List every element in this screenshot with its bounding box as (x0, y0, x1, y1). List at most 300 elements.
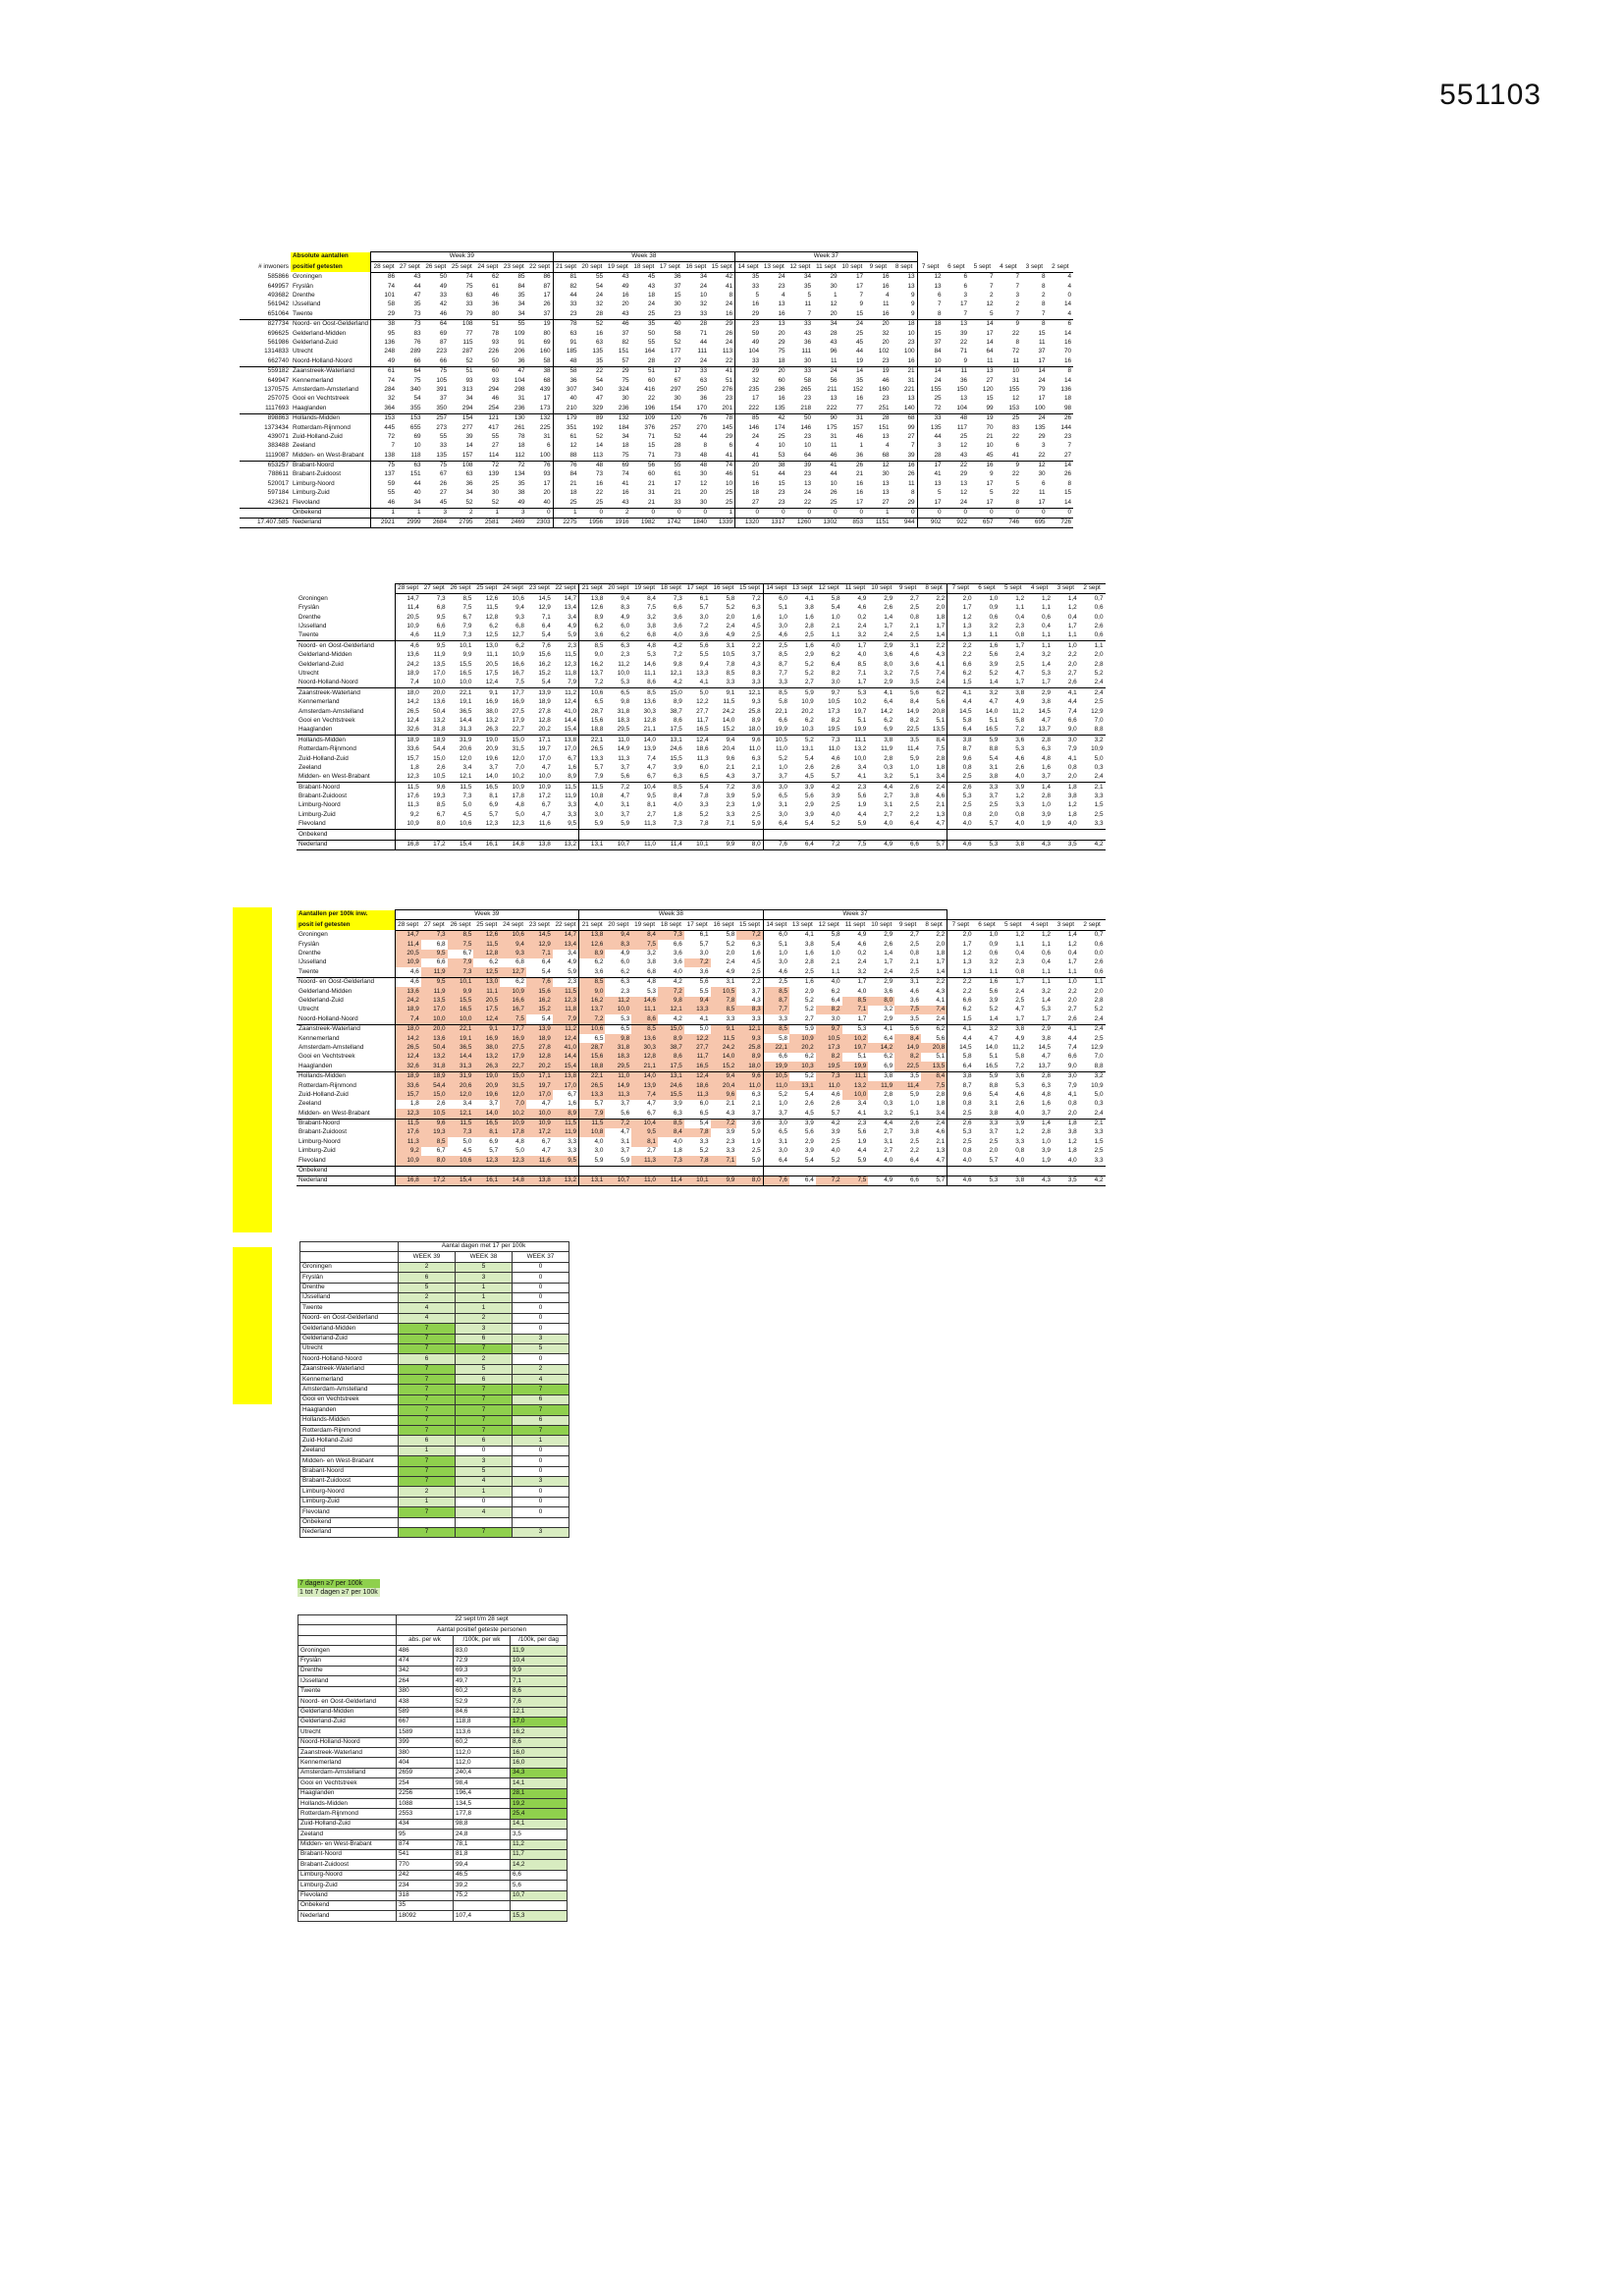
value-cell: 10,5 (763, 736, 789, 745)
value-cell: 7,8 (684, 1156, 711, 1166)
region-label: Limburg-Zuid (291, 489, 371, 498)
value-cell (763, 1166, 789, 1175)
value-cell: 18 (1063, 395, 1072, 403)
value-cell: 11 (944, 366, 970, 376)
value-cell: 10,5 (421, 1109, 448, 1119)
value-cell: 1,7 (1067, 958, 1077, 966)
value-cell: 4,0 (857, 987, 867, 995)
value-cell: 7,0 (1094, 716, 1104, 724)
value-cell: 4,8 (1042, 1090, 1051, 1098)
value-cell: 18,9 (538, 698, 551, 706)
value-cell: 8,5 (579, 641, 606, 651)
value-cell: 2,2 (947, 641, 974, 651)
value-cell: 14 (1063, 329, 1072, 337)
inhabitants-cell: 439071 (267, 432, 289, 440)
value-cell: 2921 (371, 518, 398, 527)
value-cell: 7,5 (515, 679, 524, 686)
value-cell: 9,0 (1067, 726, 1077, 734)
region-label: Fryslân (297, 604, 395, 613)
value-cell: 2,5 (831, 1137, 840, 1145)
value-cell: 6,3 (673, 773, 682, 781)
value-cell: 439 (527, 385, 554, 394)
value-cell: 155 (930, 385, 942, 393)
value-cell: 5,2 (1094, 1006, 1104, 1013)
value-cell: 225 (527, 423, 554, 432)
value-cell: 13 (892, 395, 918, 404)
table-row (240, 470, 1073, 479)
value-cell: 28 (674, 442, 681, 450)
value-cell: 4,7 (647, 1100, 656, 1108)
value-cell: 9,9 (711, 1175, 737, 1185)
value-cell: 14 (1063, 301, 1072, 308)
value-cell: 45 (439, 498, 448, 506)
region-label: Groningen (300, 1262, 399, 1272)
value-cell (921, 1166, 947, 1175)
value-cell: 248 (384, 348, 396, 355)
value-cell: 10,9 (395, 1156, 421, 1166)
legend-partial-week: 1 tot 7 dagen ≥7 per 100k (299, 1589, 378, 1596)
value-cell: 14 (917, 366, 944, 376)
value-cell: 27,5 (512, 707, 524, 715)
value-cell: 7 (1015, 273, 1020, 281)
value-cell: 6,2 (884, 716, 893, 724)
value-cell: 1302 (813, 518, 839, 527)
value-cell: 3,0 (779, 1147, 787, 1155)
value-cell: 7,4 (395, 1014, 421, 1024)
value-cell: 5,7 (699, 940, 709, 948)
value-cell: 1,9 (1042, 1156, 1051, 1164)
value-cell: 44 (413, 282, 421, 290)
value-cell: 5,3 (1042, 1006, 1051, 1013)
summary-value: 10,4 (511, 1656, 568, 1666)
days-value: 1 (399, 1446, 456, 1455)
value-cell: 1,0 (779, 950, 787, 957)
value-cell: 0,0 (1094, 950, 1104, 957)
summary-value: 107,4 (454, 1911, 511, 1921)
table-row (297, 641, 1106, 651)
value-cell: 2,5 (962, 1137, 972, 1145)
days-value: 6 (456, 1375, 513, 1385)
value-cell: 36 (465, 479, 473, 487)
summary-value: 134,5 (454, 1799, 511, 1809)
value-cell (553, 830, 579, 840)
value-cell: 33 (751, 282, 760, 290)
value-cell: 3,3 (1015, 801, 1025, 809)
region-label: Groningen (298, 1646, 397, 1656)
value-cell: 4,2 (1079, 1175, 1106, 1185)
value-cell (605, 1166, 631, 1175)
value-cell: 29,5 (617, 726, 630, 734)
value-cell: 12 (959, 489, 968, 497)
value-cell: 3,1 (884, 1137, 893, 1145)
value-cell: 25 (709, 498, 735, 508)
value-cell: 9,1 (711, 1024, 737, 1034)
value-cell: 294 (488, 385, 500, 393)
value-cell: 8,4 (673, 793, 682, 800)
value-cell: 3,2 (884, 1006, 893, 1013)
table-row (240, 282, 1073, 291)
table-row (297, 660, 1106, 669)
value-cell: 150 (956, 385, 968, 393)
date-header: 9 sept (894, 584, 921, 594)
value-cell: 16,5 (448, 1006, 474, 1014)
region-label: Fryslân (297, 940, 395, 949)
value-cell: 35 (413, 301, 421, 308)
value-cell: 22,1 (763, 1043, 789, 1052)
value-cell: 8,0 (736, 840, 763, 849)
value-cell: 2,1 (736, 1100, 763, 1109)
table-row (300, 1364, 569, 1374)
value-cell: 3,6 (884, 987, 893, 995)
value-cell: 4,1 (857, 773, 867, 781)
value-cell: 28 (647, 356, 656, 364)
value-cell: 2,6 (894, 1119, 921, 1128)
inhabitants-cell: 1314833 (264, 348, 289, 355)
region-label: Haaglanden (297, 726, 395, 736)
value-cell: 3,9 (1000, 1119, 1026, 1128)
value-cell: 4,7 (541, 810, 551, 818)
days-value: 7 (456, 1426, 513, 1436)
region-label: Utrecht (297, 1006, 395, 1014)
days-value: 0 (513, 1273, 569, 1283)
value-cell: 4,1 (868, 688, 894, 698)
value-cell: 70 (1063, 348, 1072, 355)
value-cell: 33 (439, 292, 448, 300)
value-cell: 157 (461, 451, 473, 459)
value-cell: 31,3 (448, 1062, 474, 1071)
value-cell: 9,6 (726, 754, 735, 762)
value-cell: 84 (569, 470, 577, 478)
value-cell: 45 (855, 339, 864, 346)
value-cell: 2,7 (884, 810, 893, 818)
value-cell: 132 (605, 413, 631, 423)
value-cell: 2581 (475, 518, 502, 527)
value-cell: 8,5 (857, 660, 867, 668)
value-cell: 23 (803, 470, 812, 478)
region-label: Gelderland-Zuid (298, 1717, 397, 1726)
value-cell: 5,2 (804, 670, 814, 677)
days-value: 7 (399, 1334, 456, 1343)
value-cell: 3 (423, 508, 450, 518)
date-header: 20 sept (579, 262, 606, 272)
inhabitants-cell: 649947 (267, 376, 289, 384)
value-cell: 7,2 (673, 651, 682, 659)
value-cell: 9,5 (436, 613, 446, 621)
days-value: 2 (513, 1364, 569, 1374)
region-label: Rotterdam-Rijnmond (297, 745, 395, 754)
inhabitants-cell: 17.407.585 (240, 518, 291, 527)
value-cell: 1,0 (1042, 801, 1051, 809)
value-cell: 2,1 (921, 1137, 947, 1146)
value-cell: 108 (449, 319, 475, 329)
value-cell: 1,9 (736, 801, 763, 810)
value-cell: 211 (827, 385, 838, 393)
value-cell: 18 (917, 319, 944, 329)
value-cell: 36 (517, 356, 525, 364)
value-cell: 5,5 (699, 987, 709, 995)
value-cell (736, 830, 763, 840)
value-cell: 15,7 (406, 754, 419, 762)
week-header: Week 38 (579, 910, 764, 920)
value-cell: 12,1 (658, 1006, 684, 1014)
value-cell: 100 (1034, 404, 1046, 411)
value-cell: 3,3 (553, 810, 579, 819)
value-cell: 11 (892, 479, 918, 488)
table-row (297, 840, 1106, 849)
value-cell: 9 (892, 301, 918, 309)
value-cell: 2,2 (1067, 987, 1077, 995)
value-cell: 22,1 (579, 736, 606, 745)
value-cell: 16,2 (526, 997, 553, 1006)
value-cell: 17,5 (658, 1062, 684, 1071)
value-cell: 2,4 (921, 783, 947, 793)
value-cell: 5,6 (921, 698, 947, 707)
value-cell: 35 (803, 282, 812, 290)
value-cell: 9,4 (684, 997, 711, 1006)
value-cell: 4,9 (1015, 698, 1025, 706)
value-cell: 53 (778, 451, 785, 459)
value-cell: 746 (996, 518, 1022, 527)
value-cell: 57 (622, 356, 629, 364)
value-cell: 20 (527, 489, 554, 498)
value-cell: 10,0 (842, 1090, 869, 1099)
value-cell: 71 (959, 348, 968, 355)
value-cell: 4,0 (884, 1156, 893, 1164)
value-cell: 7,5 (921, 1081, 947, 1090)
value-cell: 6,2 (962, 1006, 972, 1013)
value-cell: 1,3 (921, 810, 947, 819)
value-cell: 27,7 (684, 1043, 711, 1052)
value-cell: 35 (517, 292, 525, 300)
value-cell: 7,9 (594, 773, 604, 781)
value-cell: 18,0 (736, 726, 763, 736)
value-cell: 38,7 (670, 707, 682, 715)
value-cell: 44 (699, 339, 708, 346)
value-cell: 2,6 (947, 783, 974, 793)
value-cell: 12,4 (473, 1014, 500, 1024)
table-row (297, 801, 1106, 810)
value-cell: 1,1 (1067, 967, 1077, 975)
value-cell: 11,9 (421, 987, 448, 996)
value-cell: 1260 (787, 518, 814, 527)
value-cell: 7 (807, 309, 812, 317)
value-cell: 113 (592, 451, 604, 459)
value-cell: 3,3 (699, 801, 709, 809)
value-cell: 14,2 (880, 707, 893, 715)
value-cell (816, 830, 842, 840)
value-cell: 16,5 (985, 1062, 999, 1069)
value-cell: 1,9 (736, 1137, 763, 1146)
value-cell: 2,5 (910, 967, 919, 975)
value-cell: 18 (569, 489, 577, 497)
value-cell: 6,8 (647, 967, 656, 975)
value-cell: 1,7 (884, 958, 893, 966)
days-value: 1 (456, 1292, 513, 1302)
days-value: 7 (399, 1507, 456, 1517)
value-cell: 37 (934, 339, 942, 346)
value-cell: 4,3 (726, 773, 735, 781)
table-row (297, 950, 1106, 958)
highlight-bar-2 (233, 1247, 272, 1404)
value-cell: 61 (569, 432, 577, 440)
table-row (297, 830, 1106, 840)
value-cell: 21 (986, 432, 994, 440)
value-cell: 28 (595, 309, 604, 317)
value-cell: 7,1 (842, 1006, 869, 1014)
value-cell: 12 (830, 301, 838, 308)
value-cell: 3,5 (894, 1071, 921, 1081)
value-cell: 8,5 (436, 801, 446, 809)
value-cell: 3,9 (1042, 1147, 1051, 1155)
value-cell: 1,6 (736, 950, 763, 958)
value-cell: 9,9 (448, 987, 474, 996)
value-cell: 13,9 (526, 688, 553, 698)
region-label: Twente (291, 309, 371, 319)
region-label: Drenthe (300, 1283, 399, 1292)
value-cell: 33 (787, 366, 814, 376)
value-cell: 7,3 (658, 1156, 684, 1166)
value-cell: 7,3 (436, 594, 446, 602)
summary-value (511, 1900, 568, 1910)
table-row (297, 930, 1106, 940)
region-label: Noord-Holland-Noord (291, 356, 371, 366)
value-cell: 10,9 (500, 987, 526, 996)
table-row (297, 977, 1106, 987)
value-cell: 5,3 (647, 987, 656, 995)
value-cell: 3,0 (779, 958, 787, 966)
value-cell: 114 (488, 451, 500, 459)
days-value: 7 (513, 1426, 569, 1436)
value-cell: 4,0 (1067, 820, 1077, 828)
summary-value: 112,0 (454, 1758, 511, 1768)
value-cell: 7,3 (448, 967, 474, 977)
value-cell: 87 (527, 282, 554, 291)
value-cell: 36 (491, 301, 500, 308)
value-cell: 5,6 (621, 1109, 630, 1117)
value-cell: 17,0 (433, 670, 446, 677)
value-cell: 9 (996, 461, 1022, 470)
table-row (297, 1119, 1106, 1128)
days-value: 0 (513, 1446, 569, 1455)
summary-value: 39,2 (454, 1881, 511, 1890)
value-cell: 2,2 (736, 641, 763, 651)
value-cell: 1,1 (1042, 967, 1051, 975)
value-cell: 7,3 (816, 1071, 842, 1081)
value-cell: 1 (397, 508, 423, 518)
value-cell: 5,4 (541, 679, 551, 686)
summary-value: 84,6 (454, 1707, 511, 1717)
value-cell: 135 (592, 348, 604, 355)
value-cell: 11,2 (618, 660, 630, 668)
value-cell: 20,8 (921, 707, 947, 716)
region-label: Twente (298, 1686, 397, 1696)
value-cell: 5,1 (910, 773, 919, 781)
value-cell: 4 (886, 292, 890, 300)
value-cell: 5,9 (553, 631, 579, 641)
value-cell: 2,9 (1026, 688, 1053, 698)
value-cell: 5,9 (621, 820, 630, 828)
value-cell: 5,7 (921, 1175, 947, 1185)
value-cell: 30,3 (643, 707, 656, 715)
region-label: Fryslân (291, 282, 371, 291)
value-cell: 151 (618, 348, 629, 355)
value-cell: 22 (803, 498, 812, 506)
date-header: 27 sept (421, 584, 448, 594)
region-label: Limburg-Zuid (300, 1497, 399, 1506)
value-cell: 0,6 (1094, 604, 1104, 612)
value-cell: 41 (813, 461, 839, 470)
value-cell: 1,4 (921, 967, 947, 977)
value-cell: 6,6 (894, 1175, 921, 1185)
value-cell: 64 (423, 319, 450, 329)
region-label: Rotterdam-Rijnmond (300, 1426, 399, 1436)
value-cell: 3,6 (910, 660, 919, 668)
value-cell: 51 (631, 366, 658, 376)
region-label: Hollands-Midden (297, 1071, 395, 1081)
value-cell: 2,6 (804, 1100, 814, 1108)
value-cell: 8,5 (763, 688, 789, 698)
value-cell: 32 (882, 329, 890, 337)
value-cell: 20 (699, 489, 708, 497)
value-cell: 1,1 (1026, 641, 1053, 651)
region-label: Onbekend (297, 830, 395, 840)
value-cell: 0,6 (1094, 967, 1104, 975)
value-cell: 5,2 (726, 604, 735, 612)
value-cell: 5 (938, 489, 942, 497)
value-cell (842, 1166, 869, 1175)
value-cell: 0 (579, 508, 606, 518)
value-cell: 273 (436, 423, 448, 431)
value-cell: 11,5 (473, 940, 500, 949)
value-cell: 33 (465, 301, 473, 308)
table-row (297, 1053, 1106, 1062)
days-value: 0 (456, 1446, 513, 1455)
value-cell: 4,3 (921, 987, 947, 996)
value-cell: 4,4 (962, 1034, 972, 1042)
value-cell: 26 (439, 479, 448, 487)
value-cell: 54 (595, 282, 604, 290)
value-cell: 13,2 (853, 745, 867, 753)
value-cell: 4,7 (621, 793, 630, 800)
days-value (399, 1517, 456, 1527)
value-cell: 376 (644, 423, 656, 431)
value-cell: 121 (475, 413, 502, 423)
value-cell: 22,1 (448, 688, 474, 698)
value-cell: 1,4 (884, 950, 893, 957)
table-row (240, 309, 1073, 319)
region-label: Gelderland-Midden (298, 1707, 397, 1717)
value-cell: 50 (491, 356, 500, 364)
region-label: Hollands-Midden (300, 1415, 399, 1425)
value-cell: 8,5 (579, 977, 606, 987)
value-cell: 3,8 (1000, 1175, 1026, 1185)
value-cell: 257 (423, 413, 450, 423)
value-cell: 1,9 (1042, 820, 1051, 828)
value-cell: 17,0 (553, 745, 579, 754)
value-cell: 5,1 (857, 716, 867, 724)
value-cell: 24 (595, 292, 604, 300)
value-cell: 2,5 (1094, 1034, 1104, 1042)
date-header: 13 sept (761, 262, 787, 272)
value-cell: 3,2 (1042, 987, 1051, 995)
value-cell: 1,7 (1042, 1014, 1051, 1022)
region-label: Flevoland (291, 498, 371, 508)
value-cell: 139 (488, 470, 500, 478)
region-label: Zeeland (300, 1446, 399, 1455)
value-cell: 5,0 (515, 810, 524, 818)
value-cell: 15,2 (722, 726, 735, 734)
value-cell: 32 (387, 395, 396, 403)
